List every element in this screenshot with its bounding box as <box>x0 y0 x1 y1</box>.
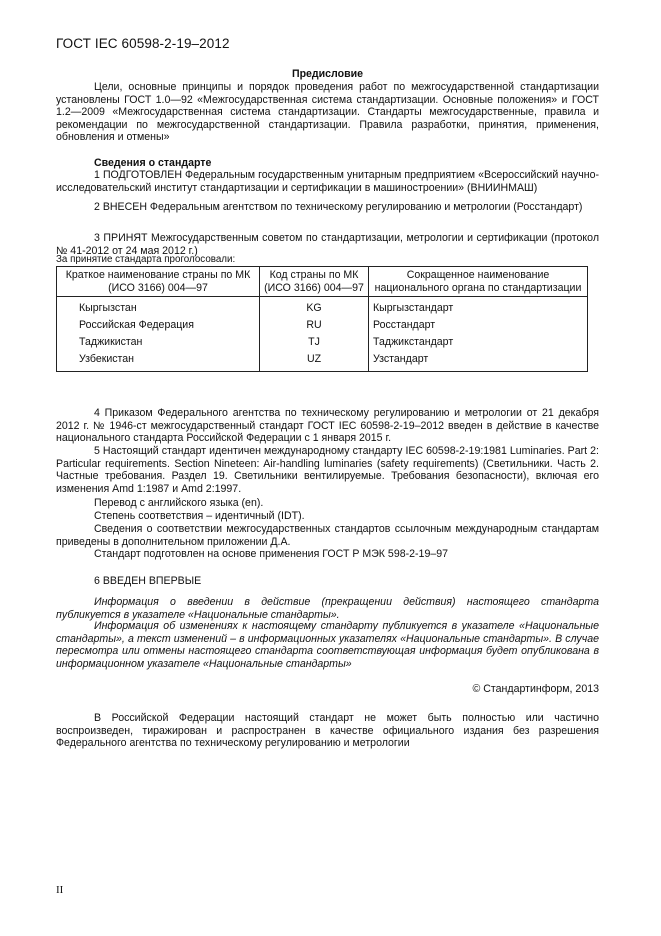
copyright-line: © Стандартинформ, 2013 <box>472 683 599 695</box>
notice-paragraph-1: Информация о введении в действие (прекращении действия) настоящего стандарта публикуется в указателе «Национальные стандарты». <box>56 596 599 621</box>
table-cell-body: Росстандарт <box>369 317 588 334</box>
table-cell-code: TJ <box>260 334 369 351</box>
info-item-3: 3 ПРИНЯТ Межгосударственным советом по стандартизации, метрологии и сертификации (протокол № 41-2012 от 24 мая 2012 г.) <box>56 232 599 257</box>
info-item-1: 1 ПОДГОТОВЛЕН Федеральным государственным унитарным предприятием «Всероссийский научно-исследовательский институт стандартизации и сертификации в машиностроении» (ВНИИНМАШ) <box>56 169 599 194</box>
table-cell-code: KG <box>260 297 369 318</box>
translation-note: Перевод с английского языка (en). <box>94 497 264 509</box>
info-item-4: 4 Приказом Федерального агентства по техническому регулированию и метрологии от 21 декабря 2012 г. № 1946-ст межгосударственный стандарт ГОСТ IEC 60598-2-19–2012 введен в действие в качестве национального стандарта Российской Федерации с 1 января 2015 г. <box>56 407 599 445</box>
table-cell-body: Таджикстандарт <box>369 334 588 351</box>
table-row <box>57 351 588 372</box>
table-header-country: Краткое наименование страны по МК (ИСО 3166) 004—97 <box>57 267 260 297</box>
conformity-note: Степень соответствия – идентичный (IDT). <box>94 510 305 522</box>
table-cell-body: Кыргызстандарт <box>369 297 588 318</box>
standard-id-header: ГОСТ IEC 60598-2-19–2012 <box>56 36 230 51</box>
foreword-title: Предисловие <box>291 68 364 80</box>
table-header-row <box>57 267 588 297</box>
table-cell-country: Узбекистан <box>57 351 260 372</box>
table-cell-country: Таджикистан <box>57 334 260 351</box>
basis-note: Стандарт подготовлен на основе применения ГОСТ Р МЭК 598-2-19–97 <box>94 548 449 560</box>
table-row <box>57 317 588 334</box>
voting-countries-table <box>56 266 588 372</box>
vote-caption: За принятие стандарта проголосовали: <box>56 254 236 265</box>
info-item-2: 2 ВНЕСЕН Федеральным агентством по техническому регулированию и метрологии (Росстандарт) <box>94 201 583 213</box>
notice-paragraph-2: Информация об изменениях к настоящему стандарту публикуется в указателе «Национальные стандарты», а текст изменений – в информационных указателях «Национальные стандарты». В случае пересмотра или отмены настоящего стандарта соответствующая информация будет опубликована в информационном указателе «Национальные стандарты» <box>56 620 599 670</box>
table-row <box>57 334 588 351</box>
info-item-5: 5 Настоящий стандарт идентичен международному стандарту IEC 60598-2-19:1981 Luminaries. Part 2: Particular requirements. Section Nineteen: Air-handling luminaries (safety requirements) (Светильники. Часть 2. Частные требования. Раздел 19. Светильники вентилируемые. Требования безопасности), включая его изменения Amd 1:1987 и Amd 2:1997. <box>56 445 599 495</box>
table-cell-body: Узстандарт <box>369 351 588 372</box>
table-row <box>57 297 588 318</box>
table-cell-country: Кыргызстан <box>57 297 260 318</box>
page-number: II <box>56 884 64 896</box>
document-page <box>56 0 599 936</box>
table-cell-code: RU <box>260 317 369 334</box>
table-header-body: Сокращенное наименование национального органа по стандартизации <box>369 267 588 297</box>
references-note: Сведения о соответствии межгосударственных стандартов ссылочным международным стандартам приведены в дополнительном приложении Д.А. <box>56 523 599 548</box>
table-header-code: Код страны по МК (ИСО 3166) 004—97 <box>260 267 369 297</box>
table-cell-country: Российская Федерация <box>57 317 260 334</box>
foreword-intro: Цели, основные принципы и порядок проведения работ по межгосударственной стандартизации установлены ГОСТ 1.0—92 «Межгосударственная система стандартизации. Основные положения» и ГОСТ 1.2—2009 «Межгосударственная система стандартизации. Стандарты межгосударственные, правила и рекомендации по межгосударственной стандартизации. Правила разработки, принятия, применения, обновления и отмены» <box>56 81 599 144</box>
rights-paragraph: В Российской Федерации настоящий стандарт не может быть полностью или частично воспроизведен, тиражирован и распространен в качестве официального издания без разрешения Федерального агентства по техническому регулированию и метрологии <box>56 712 599 750</box>
table-cell-code: UZ <box>260 351 369 372</box>
info-item-6: 6 ВВЕДЕН ВПЕРВЫЕ <box>94 575 202 587</box>
info-heading: Сведения о стандарте <box>94 157 212 169</box>
